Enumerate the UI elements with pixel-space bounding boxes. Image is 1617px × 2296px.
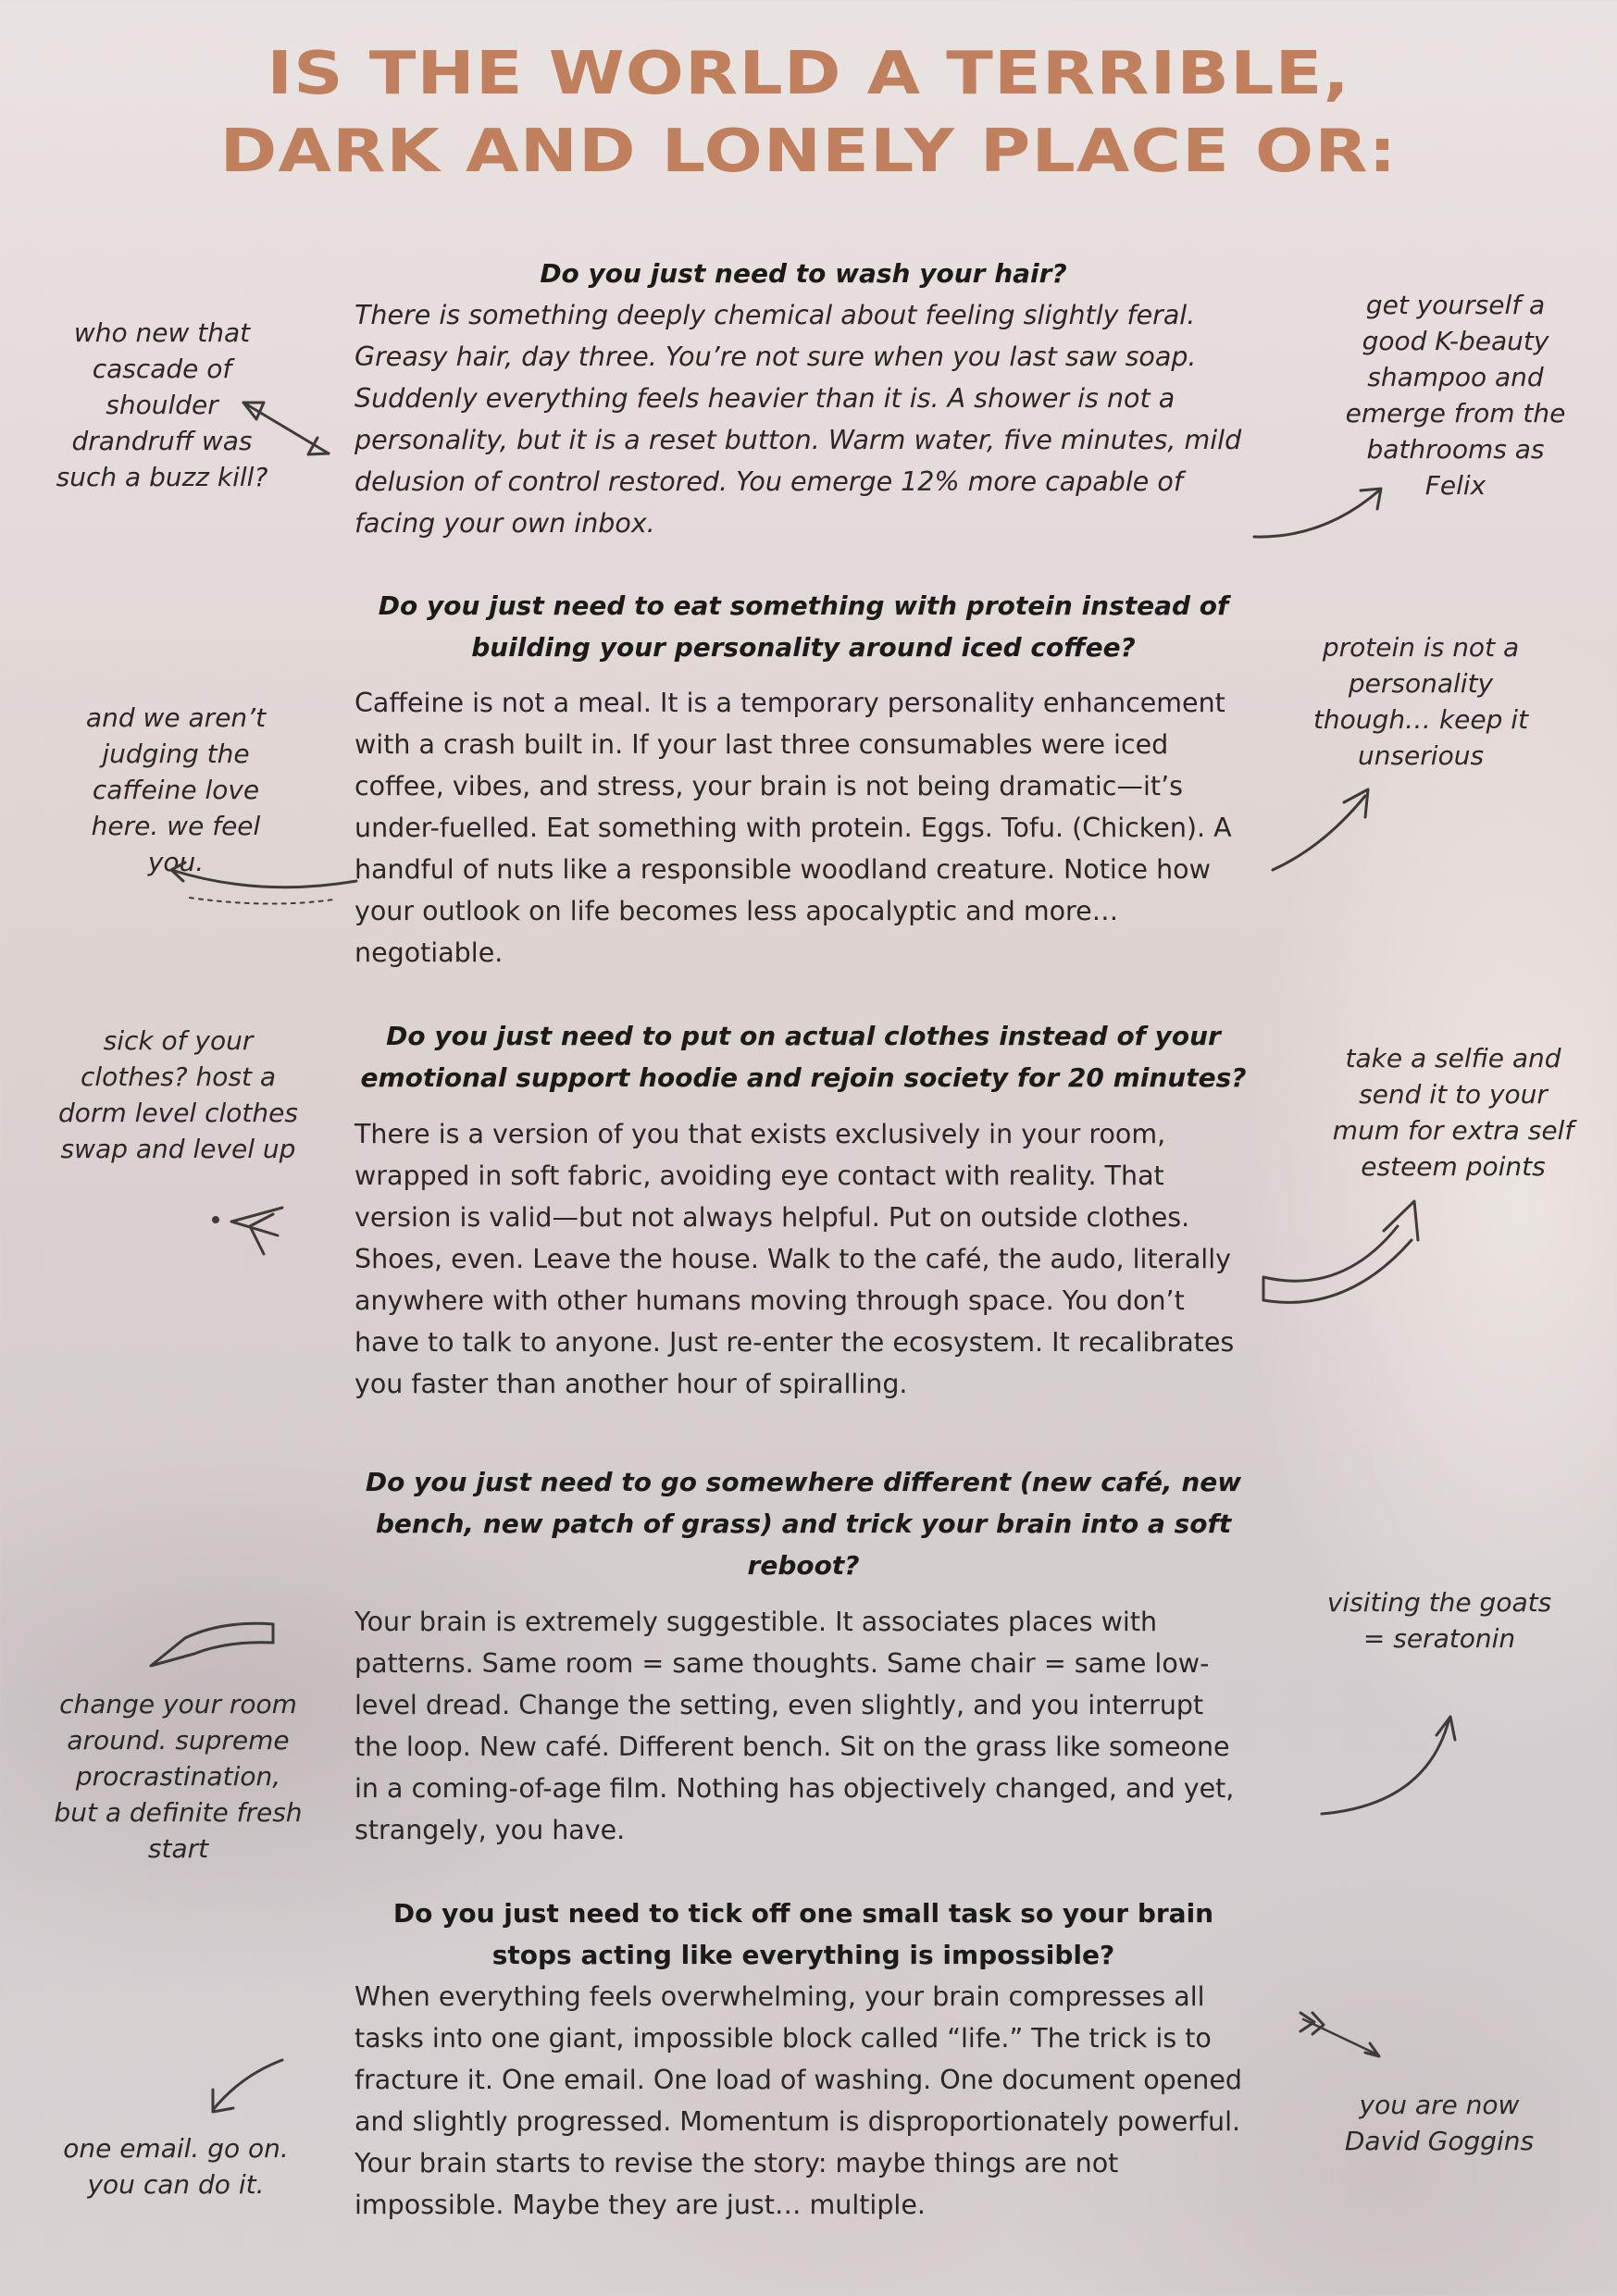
section-2-body: Caffeine is not a meal. It is a temporary personality enhancement with a crash built in. If your last three consumables were iced coffee, vibes, and stress, your brain is not being dramatic—it’s under-fuelled. Eat something with protein. Eggs. Tofu. (Chicken). A handful of nuts like a responsible woodland creature. Notice how your outlook on life becomes less apocalyptic and more… negotiable. bbox=[354, 688, 1232, 968]
section-5-right-note: you are now David Goggins bbox=[1344, 2090, 1535, 2156]
curved-arrow-icon bbox=[1268, 782, 1379, 875]
section-4-question: Do you just need to go somewhere different (new café, new bench, new patch of grass) and trick your brain into a soft reboot? bbox=[365, 1467, 1242, 1581]
feather-arrow-icon bbox=[167, 861, 361, 916]
curved-arrow-icon bbox=[204, 2053, 287, 2117]
section-2-left-note: and we aren’t judging the caffeine love here. we feel you. bbox=[85, 702, 267, 877]
fletched-arrow-icon bbox=[1296, 2008, 1388, 2064]
double-arrow-icon bbox=[236, 393, 338, 463]
section-1-left-note: who new that cascade of shoulder drandruff was such a buzz kill? bbox=[56, 317, 268, 492]
curved-arrow-icon bbox=[1314, 1712, 1453, 1818]
ribbon-arrow-icon bbox=[1259, 1194, 1425, 1314]
block-arrow-icon bbox=[143, 1615, 282, 1684]
section-5-body: When everything feels overwhelming, your brain compresses all tasks into one giant, impossible block called “life.” The trick is to fracture it. One email. One load of washing. One document opened and slightly progressed. Momentum is disproportionately powerful. Your brain starts to revise the story: maybe things are not impossible. Maybe they are just… multiple. bbox=[354, 1981, 1242, 2220]
title-line-1: IS THE WORLD A TERRIBLE, bbox=[267, 40, 1350, 108]
section-3-left-note: sick of your clothes? host a dorm level clothes swap and level up bbox=[58, 1025, 298, 1164]
section-3-body: There is a version of you that exists exclusively in your room, wrapped in soft fabric, avoiding eye contact with reality. That version is valid—but not always helpful. Put on outside clothes. Shoes, even. Leave the house. Walk to the café, the audo, literally anywhere with other humans moving through space. You don’t have to talk to anyone. Just re-enter the ecosystem. It recalibrates you faster than another hour of spiralling. bbox=[354, 1119, 1235, 1399]
section-4-left-note: change your room around. supreme procrastination, but a definite fresh start bbox=[54, 1689, 303, 1864]
page-title bbox=[0, 35, 1617, 191]
section-2-question: Do you just need to eat something with protein instead of building your personality around iced coffee? bbox=[378, 590, 1229, 663]
section-1-question: Do you just need to wash your hair? bbox=[540, 258, 1067, 289]
curved-arrow-icon bbox=[1250, 481, 1388, 546]
title-line-2: DARK AND LONELY PLACE OR: bbox=[219, 118, 1398, 186]
section-3-question: Do you just need to put on actual clothes instead of your emotional support hoodie and rejoin society for 20 minutes? bbox=[360, 1021, 1247, 1093]
section-2-right-note: protein is not a personality though… keep it unserious bbox=[1312, 632, 1529, 771]
section-4-body: Your brain is extremely suggestible. It associates places with patterns. Same room = same thoughts. Same chair = same low-level dread. Change the setting, even slightly, and you interrupt the loop. New café. Different bench. Sit on the grass like someone in a coming-of-age film. Nothing has objectively changed, and yet, strangely, you have. bbox=[354, 1607, 1235, 1845]
section-1-right-note: get yourself a good K-beauty shampoo and emerge from the bathrooms as Felix bbox=[1345, 290, 1566, 501]
section-5-left-note: one email. go on. you can do it. bbox=[63, 2133, 289, 2200]
section-4-right-note: visiting the goats = seratonin bbox=[1326, 1587, 1552, 1654]
section-5-question: Do you just need to tick off one small task so your brain stops acting like everything is impossible? bbox=[392, 1898, 1214, 1970]
section-1-body: There is something deeply chemical about feeling slightly feral. Greasy hair, day three. You’re not sure when you last saw soap. Suddenly everything feels heavier than it is. A shower is not a personality, but it is a reset button. Warm water, five minutes, mild delusion of control restored. You emerge 12% more capable of facing your own inbox. bbox=[354, 300, 1242, 539]
section-3-right-note: take a selfie and send it to your mum for extra self esteem points bbox=[1332, 1043, 1574, 1182]
arrowhead-icon bbox=[208, 1203, 292, 1259]
